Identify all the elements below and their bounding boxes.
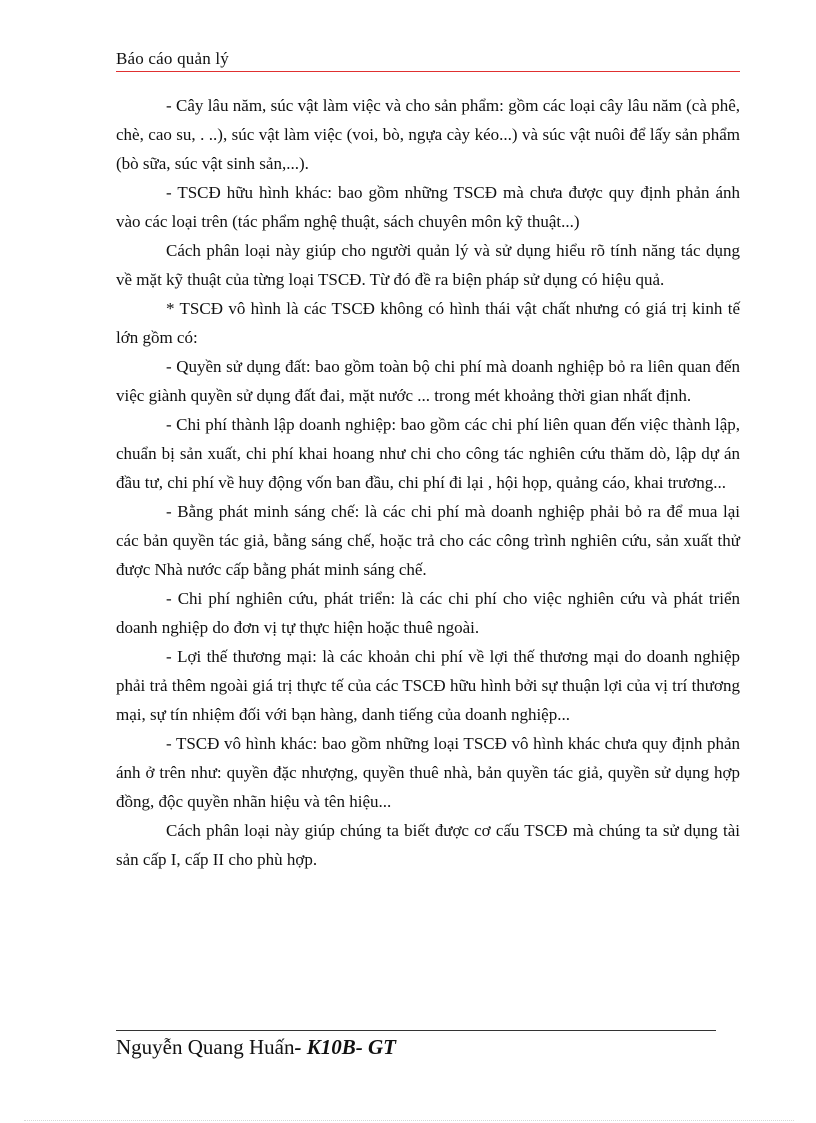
paragraph-intangible-assets-intro: * TSCĐ vô hình là các TSCĐ không có hình thái vật chất nhưng có giá trị kinh tế lớn gồm có: [116, 299, 740, 347]
footer-class-code: - K10B- GT [294, 1035, 396, 1059]
paragraph-classification-benefit: Cách phân loại này giúp cho người quản lý và sử dụng hiểu rõ tính năng tác dụng về mặt kỹ thuật của từng loại TSCĐ. Từ đó đề ra biện pháp sử dụng có hiệu quả. [116, 241, 740, 289]
paragraph-land-use-rights: - Quyền sử dụng đất: bao gồm toàn bộ chi phí mà doanh nghiệp bỏ ra liên quan đến việc giành quyền sử dụng đất đai, mặt nước ... trong mét khoảng thời gian nhất định. [116, 357, 740, 405]
paragraph-other-intangible-assets: - TSCĐ vô hình khác: bao gồm những loại TSCĐ vô hình khác chưa quy định phản ánh ở trên như: quyền đặc nhượng, quyền thuê nhà, bản quyền tác giả, quyền sử dụng hợp đồng, độc quyền nhãn hiệu và tên hiệu... [116, 734, 740, 811]
page-footer [116, 1034, 396, 1060]
footer-author: Nguyễn Quang Huấn [116, 1035, 295, 1059]
page-bottom-edge [24, 1120, 794, 1121]
paragraph-perennial-plants: - Cây lâu năm, súc vật làm việc và cho sản phẩm: gồm các loại cây lâu năm (cà phê, chè, cao su, . ..), súc vật làm việc (voi, bò, ngựa cày kéo...) và súc vật nuôi để lấy sản phẩm (bò sữa, súc vật sinh sản,...). [116, 96, 740, 173]
paragraph-patents: - Bằng phát minh sáng chế: là các chi phí mà doanh nghiệp phải bỏ ra để mua lại các bản quyền tác giả, bằng sáng chế, hoặc trả cho các công trình nghiên cứu, sản xuất thử được Nhà nước cấp bằng phát minh sáng chế. [116, 502, 740, 579]
page-header [116, 48, 740, 72]
paragraph-goodwill: - Lợi thế thương mại: là các khoản chi phí về lợi thế thương mại do doanh nghiệp phải trả thêm ngoài giá trị thực tế của các TSCĐ hữu hình bởi sự thuận lợi của vị trí thương mại, sự tín nhiệm đối với bạn hàng, danh tiếng của doanh nghiệp... [116, 647, 740, 724]
document-body [116, 91, 740, 874]
footer-rule [116, 1030, 716, 1031]
paragraph-research-development: - Chi phí nghiên cứu, phát triển: là các chi phí cho việc nghiên cứu và phát triển doanh nghiệp do đơn vị tự thực hiện hoặc thuê ngoài. [116, 589, 740, 637]
paragraph-other-tangible-assets: - TSCĐ hữu hình khác: bao gồm những TSCĐ mà chưa được quy định phản ánh vào các loại trên (tác phẩm nghệ thuật, sách chuyên môn kỹ thuật...) [116, 183, 740, 231]
header-title: Báo cáo quản lý [116, 49, 229, 68]
paragraph-establishment-costs: - Chi phí thành lập doanh nghiệp: bao gồm các chi phí liên quan đến việc thành lập, chuẩn bị sản xuất, chi phí khai hoang như chi cho công tác nghiên cứu thăm dò, lập dự án đầu tư, chi phí về huy động vốn ban đầu, chi phí đi lại , hội họp, quảng cáo, khai trương... [116, 415, 740, 492]
paragraph-classification-conclusion: Cách phân loại này giúp chúng ta biết được cơ cấu TSCĐ mà chúng ta sử dụng tài sản cấp I, cấp II cho phù hợp. [116, 821, 740, 869]
header-rule [116, 71, 740, 72]
